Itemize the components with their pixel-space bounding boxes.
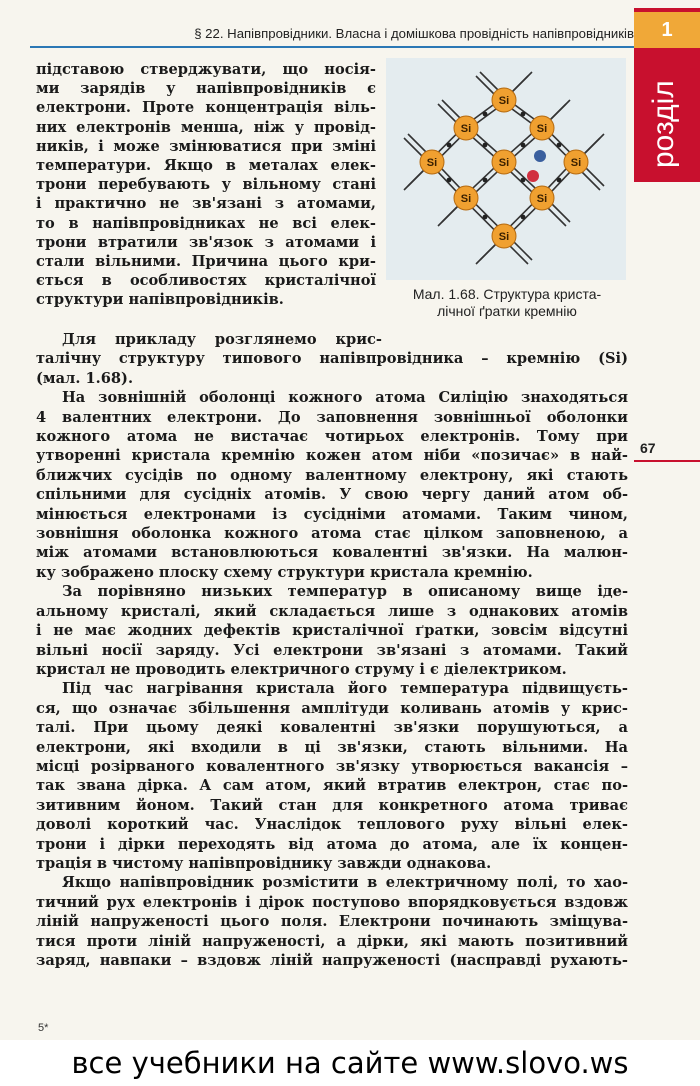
page-number-rule <box>634 460 700 462</box>
intro-paragraph <box>36 60 376 310</box>
shared-electron <box>557 178 562 183</box>
silicon-atom <box>530 186 554 210</box>
text-line: (мал. 1.68). <box>36 369 134 387</box>
text-line: трація в чистому напівпровіднику завжди однакова. <box>36 854 492 872</box>
silicon-atom <box>454 116 478 140</box>
text-line: стали вільними. Причина цього кри- <box>36 253 376 271</box>
text-line: між атомами встановлюються ковалентні зв'язки. На малюн- <box>36 544 628 562</box>
atom-label: Si <box>498 231 510 243</box>
caption-line: Мал. 1.68. Структура криста- <box>412 286 602 302</box>
text-line: зитивним йоном. Такий стан для конкретного атома триває <box>36 796 628 814</box>
text-line: тичний рух електронів і дірок поступово впорядковується вздовж <box>36 893 628 911</box>
text-line: ку зображено плоску схему структури кристала кремнію. <box>36 563 533 581</box>
atom-label: Si <box>460 193 472 205</box>
header-rule <box>30 46 634 48</box>
text-line: тися проти ліній напруженості, а дірки, які мають позитивний <box>36 932 628 950</box>
text-line: кристал не проводить електричного струму і є діелектриком. <box>36 660 567 678</box>
atom-label: Si <box>498 157 510 169</box>
silicon-atom <box>492 88 516 112</box>
text-line: доволі короткий час. Унаслідок теплового руху вільні елек- <box>36 816 628 834</box>
silicon-atom <box>564 150 588 174</box>
text-line: ників, і може змінюватися при зміні <box>36 137 376 155</box>
shared-electron <box>483 178 488 183</box>
text-line: 4 валентних електрони. До заповнення зовнішньої оболонки <box>36 408 628 426</box>
text-line: ми зарядів у напівпровідників є <box>36 80 376 98</box>
atom-label: Si <box>536 123 548 135</box>
text-line: ється в особливостях кристалічної <box>36 272 376 290</box>
text-line: заряд, навпаки – вздовж ліній напруженості (насправді рухають- <box>36 952 628 969</box>
text-line: ліній напруженості цього поля. Електрони починають зміщува- <box>36 913 628 931</box>
text-line: і практично не зв'язані з атомами, <box>36 195 376 213</box>
chapter-label: розділ <box>647 80 680 168</box>
text-line: мінюється електронами із сусідніми атомами. Таким чином, <box>36 505 628 523</box>
shared-electron <box>521 178 526 183</box>
text-line: трони і дірки переходять від атома до атома, але їх концен- <box>36 835 628 853</box>
text-line: альному кристалі, який складається лише з однакових атомів <box>36 602 628 620</box>
text-line: утворенні кристала кремнію кожен атом ніби «позичає» в най- <box>36 447 628 465</box>
shared-electron <box>483 143 488 148</box>
text-line: і не має жодних дефектів кристалічної ґратки, зовсім відсутні <box>36 622 628 640</box>
text-line: кожного атома не вистачає чотирьох електронів. Тому при <box>36 428 628 446</box>
text-line: вільні носії заряду. Усі електрони зв'язані з атомами. Такий <box>36 641 628 659</box>
body-text <box>36 330 628 970</box>
signature-mark: 5* <box>38 1022 49 1034</box>
text-line: структури напівпровідників. <box>36 291 284 309</box>
silicon-atom <box>492 224 516 248</box>
text-line: підставою стверджувати, що носія- <box>36 61 376 78</box>
shared-electron <box>557 143 562 148</box>
text-line: так звана дірка. А сам атом, який втратив електрон, стає по- <box>36 777 628 795</box>
text-line: трони перебувають у вільному стані <box>36 176 376 194</box>
silicon-atom <box>530 116 554 140</box>
text-line: спільними для сусідніх атомів. У свою чергу даний атом об- <box>36 486 628 504</box>
shared-electron <box>447 178 452 183</box>
atom-label: Si <box>460 123 472 135</box>
text-line: На зовнішній оболонці кожного атома Силіцію знаходяться <box>62 389 628 407</box>
text-line: За порівняно низьких температур в описаному вище іде- <box>62 583 628 601</box>
text-line: електрони. Проте концентрація віль- <box>36 99 376 117</box>
shared-electron <box>521 112 526 117</box>
text-line: зовнішня оболонка кожного атома стає цілком заповненою, а <box>36 525 628 543</box>
atom-label: Si <box>570 157 582 169</box>
silicon-atom <box>454 186 478 210</box>
caption-line: лічної ґратки кремнію <box>437 303 577 319</box>
atom-label: Si <box>426 157 438 169</box>
text-line: них електронів менша, ніж у провід- <box>36 118 376 136</box>
silicon-atom <box>492 150 516 174</box>
chapter-number: 1 <box>634 12 700 48</box>
text-line: місці розірваного ковалентного зв'язку утворюється вакансія – <box>36 757 628 775</box>
figure-caption <box>382 286 632 320</box>
text-line: Для прикладу розглянемо крис- <box>62 331 382 348</box>
atom-label: Si <box>536 193 548 205</box>
site-footer: все учебники на сайте www.slovo.ws <box>71 1046 629 1080</box>
atom-label: Si <box>498 95 510 107</box>
page-number: 67 <box>640 440 656 456</box>
text-line: електрони, які входили в ці зв'язки, стають вільними. На <box>36 738 628 756</box>
shared-electron <box>447 143 452 148</box>
shared-electron <box>483 112 488 117</box>
running-header: § 22. Напівпровідники. Власна і домішкова провідність напівпровідників <box>194 26 634 41</box>
text-line: талі. При цьому деякі ковалентні зв'язки порушуються, а <box>36 719 628 737</box>
text-line: Під час нагрівання кристала його температура підвищуєть- <box>62 680 628 698</box>
silicon-lattice-figure <box>386 58 626 280</box>
text-line: температури. Якщо в металах елек- <box>36 157 376 175</box>
text-line: ся, що означає збільшення амплітуди коливань атомів у крис- <box>36 699 628 717</box>
text-line: ближчих сусідів по одному валентному електрону, які стають <box>36 466 628 484</box>
shared-electron <box>483 215 488 220</box>
text-line: талічну структуру типового напівпровідника – кремнію (Si) <box>36 350 628 368</box>
silicon-atom <box>420 150 444 174</box>
text-line: Якщо напівпровідник розмістити в електричному полі, то хао- <box>62 874 628 892</box>
text-line: то в напівпровідниках не всі елек- <box>36 214 376 232</box>
text-line: трони втратили зв'язок з атомами і <box>36 233 376 251</box>
shared-electron <box>521 143 526 148</box>
shared-electron <box>521 215 526 220</box>
